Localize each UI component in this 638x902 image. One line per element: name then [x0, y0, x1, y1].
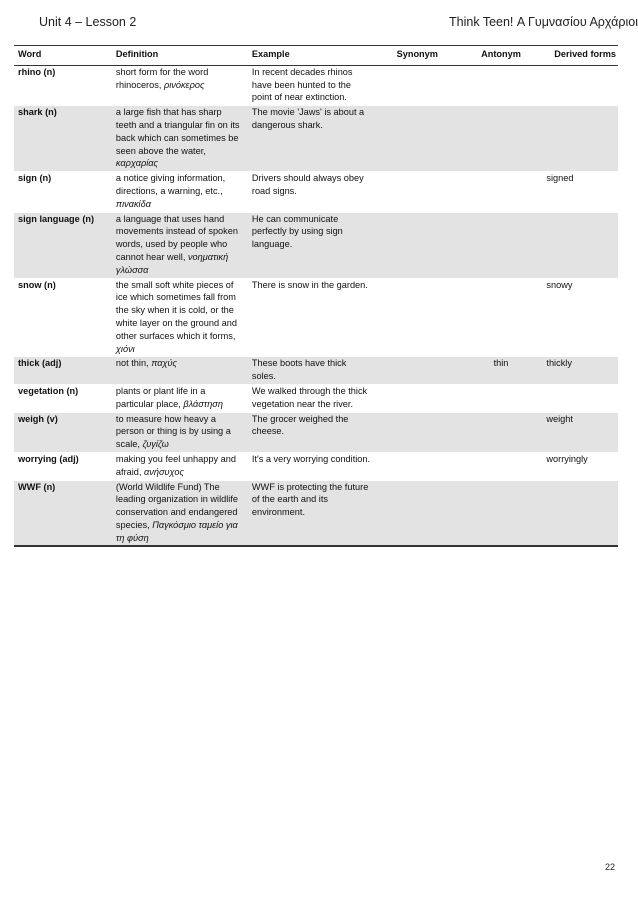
- word-cell: snow (n): [18, 279, 56, 290]
- example-cell: In recent decades rhinos have been hunted to the point of near extinction.: [251, 66, 353, 103]
- derived-forms-cell: worryingly: [546, 453, 588, 464]
- greek-translation: παχύς: [151, 358, 177, 369]
- synonym-cell: [375, 412, 460, 452]
- derived-forms-cell: signed: [546, 173, 574, 184]
- example-cell: The grocer weighed the cheese.: [248, 412, 375, 452]
- word-cell: shark (n): [14, 106, 112, 172]
- example-cell: It's a very worrying condition.: [251, 453, 371, 464]
- column-header-definition: Definition: [115, 49, 159, 59]
- synonym-cell: [375, 357, 460, 385]
- example-cell: There is snow in the garden.: [251, 279, 368, 290]
- greek-translation: Παγκόσμιο ταμείο για τη φύση: [115, 519, 238, 543]
- definition-text: to measure how heavy a person or thing is by using a scale,: [115, 413, 231, 450]
- word-cell: vegetation (n): [18, 385, 79, 396]
- definition-text: a language that uses hand movements instead of spoken words, used by people who cannot hear well,: [115, 213, 238, 262]
- derived-forms-cell: [542, 106, 618, 172]
- greek-translation: βλάστηση: [183, 398, 223, 409]
- synonym-cell: [375, 172, 460, 212]
- definition-cell: [112, 412, 248, 452]
- column-header-word: Word: [18, 49, 42, 59]
- table-row: [14, 412, 618, 452]
- greek-translation: ανήσυχος: [144, 466, 184, 477]
- greek-translation: πινακίδα: [115, 198, 151, 209]
- definition-text: short form for the word rhinoceros,: [115, 66, 209, 90]
- synonym-cell: [375, 384, 460, 412]
- synonym-cell: [375, 278, 460, 357]
- definition-text: (World Wildlife Fund) The leading organization in wildlife conservation and endangered species,: [115, 481, 238, 530]
- derived-forms-cell: [542, 480, 618, 546]
- antonym-cell: [460, 384, 543, 412]
- column-header-antonym: Antonym: [481, 49, 521, 59]
- greek-translation: χιόνι: [115, 343, 135, 354]
- definition-cell: [112, 384, 248, 412]
- antonym-cell: [460, 172, 543, 212]
- definition-text: a large fish that has sharp teeth and a triangular fin on its back which can sometimes be seen above the water,: [115, 107, 240, 156]
- table-row: [14, 172, 618, 212]
- definition-cell: [112, 172, 248, 212]
- definition-cell: [112, 357, 248, 385]
- synonym-cell: [375, 480, 460, 546]
- derived-forms-cell: [542, 212, 618, 278]
- antonym-cell: [460, 412, 543, 452]
- antonym-cell: [460, 106, 543, 172]
- word-cell: worrying (adj): [18, 453, 79, 464]
- table-body: [14, 65, 618, 546]
- table-row: [14, 384, 618, 412]
- derived-forms-cell: weight: [542, 412, 618, 452]
- synonym-cell: [375, 452, 460, 480]
- synonym-cell: [375, 106, 460, 172]
- derived-forms-cell: thickly: [542, 357, 618, 385]
- synonym-cell: [375, 212, 460, 278]
- word-cell: WWF (n): [14, 480, 112, 546]
- word-cell: thick (adj): [14, 357, 112, 385]
- greek-translation: καρχαρίας: [115, 158, 159, 169]
- word-cell: sign language (n): [14, 212, 112, 278]
- example-cell: Drivers should always obey road signs.: [251, 173, 364, 196]
- derived-forms-cell: [542, 65, 618, 105]
- table-header-row: [14, 46, 618, 66]
- definition-text: making you feel unhappy and afraid,: [115, 453, 236, 477]
- table-row: [14, 480, 618, 546]
- vocabulary-table: [14, 45, 618, 547]
- table-row: [14, 106, 618, 172]
- derived-forms-cell: [542, 384, 618, 412]
- antonym-cell: [460, 278, 543, 357]
- example-cell: We walked through the thick vegetation near the river.: [251, 385, 368, 409]
- definition-cell: [112, 65, 248, 105]
- definition-cell: [112, 480, 248, 546]
- example-cell: The movie 'Jaws' is about a dangerous shark.: [248, 106, 375, 172]
- header-unit-lesson: Unit 4 – Lesson 2: [39, 15, 137, 29]
- header-book-title: Think Teen! Α Γυμνασίου Αρχάριοι: [449, 15, 638, 29]
- table-row: [14, 212, 618, 278]
- derived-forms-cell: snowy: [546, 279, 573, 290]
- example-cell: WWF is protecting the future of the earth and its environment.: [248, 480, 375, 546]
- word-cell: rhino (n): [18, 66, 56, 77]
- page-number: 22: [604, 862, 615, 872]
- greek-translation: νοηματική γλώσσα: [115, 251, 229, 275]
- table-row: [14, 357, 618, 385]
- greek-translation: ρινόκερος: [163, 79, 205, 90]
- antonym-cell: thin: [460, 357, 543, 385]
- definition-cell: [112, 106, 248, 172]
- greek-translation: ζυγίζω: [142, 439, 169, 450]
- definition-text: plants or plant life in a particular place,: [115, 385, 206, 409]
- table-row: [14, 65, 618, 105]
- word-cell: sign (n): [18, 173, 52, 184]
- table-row: [14, 278, 618, 357]
- column-header-synonym: Synonym: [396, 49, 438, 59]
- definition-text: not thin,: [115, 358, 149, 369]
- synonym-cell: [375, 65, 460, 105]
- definition-cell: [112, 278, 248, 357]
- example-cell: He can communicate perfectly by using sign language.: [248, 212, 375, 278]
- example-cell: These boots have thick soles.: [248, 357, 375, 385]
- antonym-cell: [460, 212, 543, 278]
- antonym-cell: [460, 452, 543, 480]
- definition-cell: [112, 452, 248, 480]
- word-cell: weigh (v): [14, 412, 112, 452]
- column-header-example: Example: [251, 49, 290, 59]
- definition-cell: [112, 212, 248, 278]
- antonym-cell: [460, 65, 543, 105]
- antonym-cell: [460, 480, 543, 546]
- definition-text: a notice giving information, directions, a warning, etc.,: [115, 173, 226, 196]
- definition-text: the small soft white pieces of ice which sometimes fall from the sky when it is cold, or the white layer on the ground and other surfaces which it forms,: [115, 279, 237, 341]
- column-header-derived-forms: Derived forms: [554, 49, 616, 59]
- table-row: [14, 452, 618, 480]
